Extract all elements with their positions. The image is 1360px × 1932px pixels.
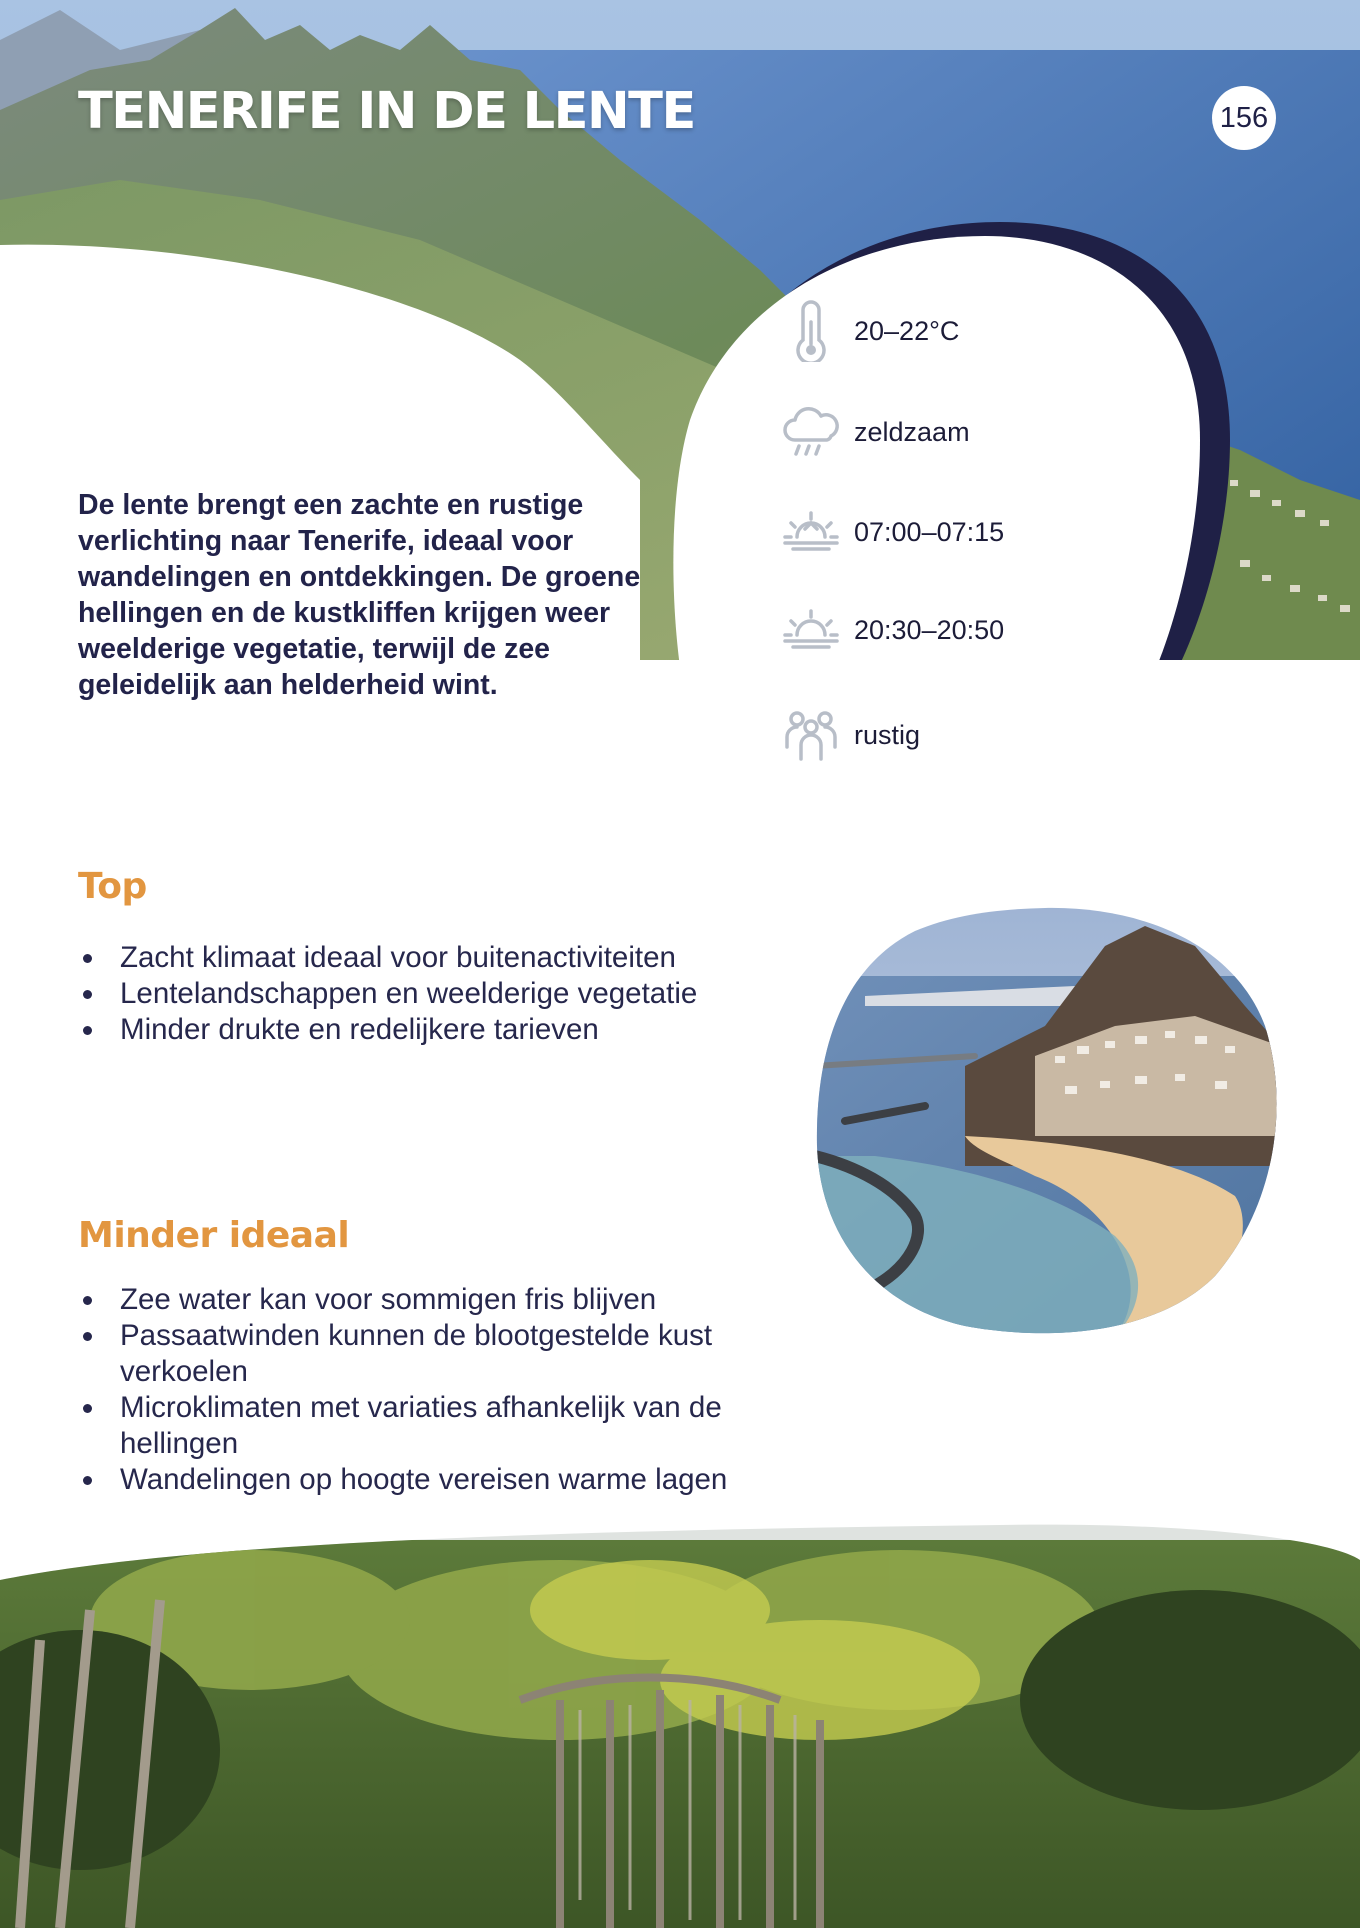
list-item: Lentelandschappen en weelderige vegetatie [78,976,798,1012]
info-value: 20–22°C [854,315,960,346]
list-item: Zacht klimaat ideaal voor buitenactiviteiten [78,940,798,976]
intro-paragraph: De lente brengt een zachte en rustige verlichting naar Tenerife, ideaal voor wandelingen en ontdekkingen. De groene hellingen en de kustkliffen krijgen weer weelderige vegetatie, terwijl de zee geleidelijk aan helderheid wint. [78,489,641,701]
info-value: rustig [854,719,921,750]
info-value: zeldzaam [854,416,970,447]
list-item: Microklimaten met variaties afhankelijk van de hellingen [78,1390,798,1462]
page-number-badge: 156 [1212,86,1276,150]
sunrise-icon [780,501,842,563]
info-sunset [780,595,1004,665]
crowd-icon [780,704,842,766]
info-value: 07:00–07:15 [854,516,1005,547]
list-item: Minder drukte en redelijkere tarieven [78,1012,798,1048]
beach-photo [815,906,1280,1336]
rain-cloud-icon [780,401,842,463]
sunset-icon [780,599,842,661]
info-rain [780,397,970,467]
section-heading-top: Top [78,866,147,907]
section-heading-minder-ideaal: Minder ideaal [78,1215,350,1256]
thermometer-icon [780,300,842,362]
list-item: Passaatwinden kunnen de blootgestelde kust verkoelen [78,1318,798,1390]
info-temperature [780,296,959,366]
info-crowd [780,700,920,770]
minder-ideaal-list [78,1282,798,1498]
info-value: 20:30–20:50 [854,614,1005,645]
page-title: TENERIFE IN DE LENTE [78,82,695,141]
top-list [78,940,798,1048]
list-item: Wandelingen op hoogte vereisen warme lagen [78,1462,798,1498]
tree-photo [0,1500,1360,1928]
info-sunrise [780,497,1004,567]
list-item: Zee water kan voor sommigen fris blijven [78,1282,798,1318]
